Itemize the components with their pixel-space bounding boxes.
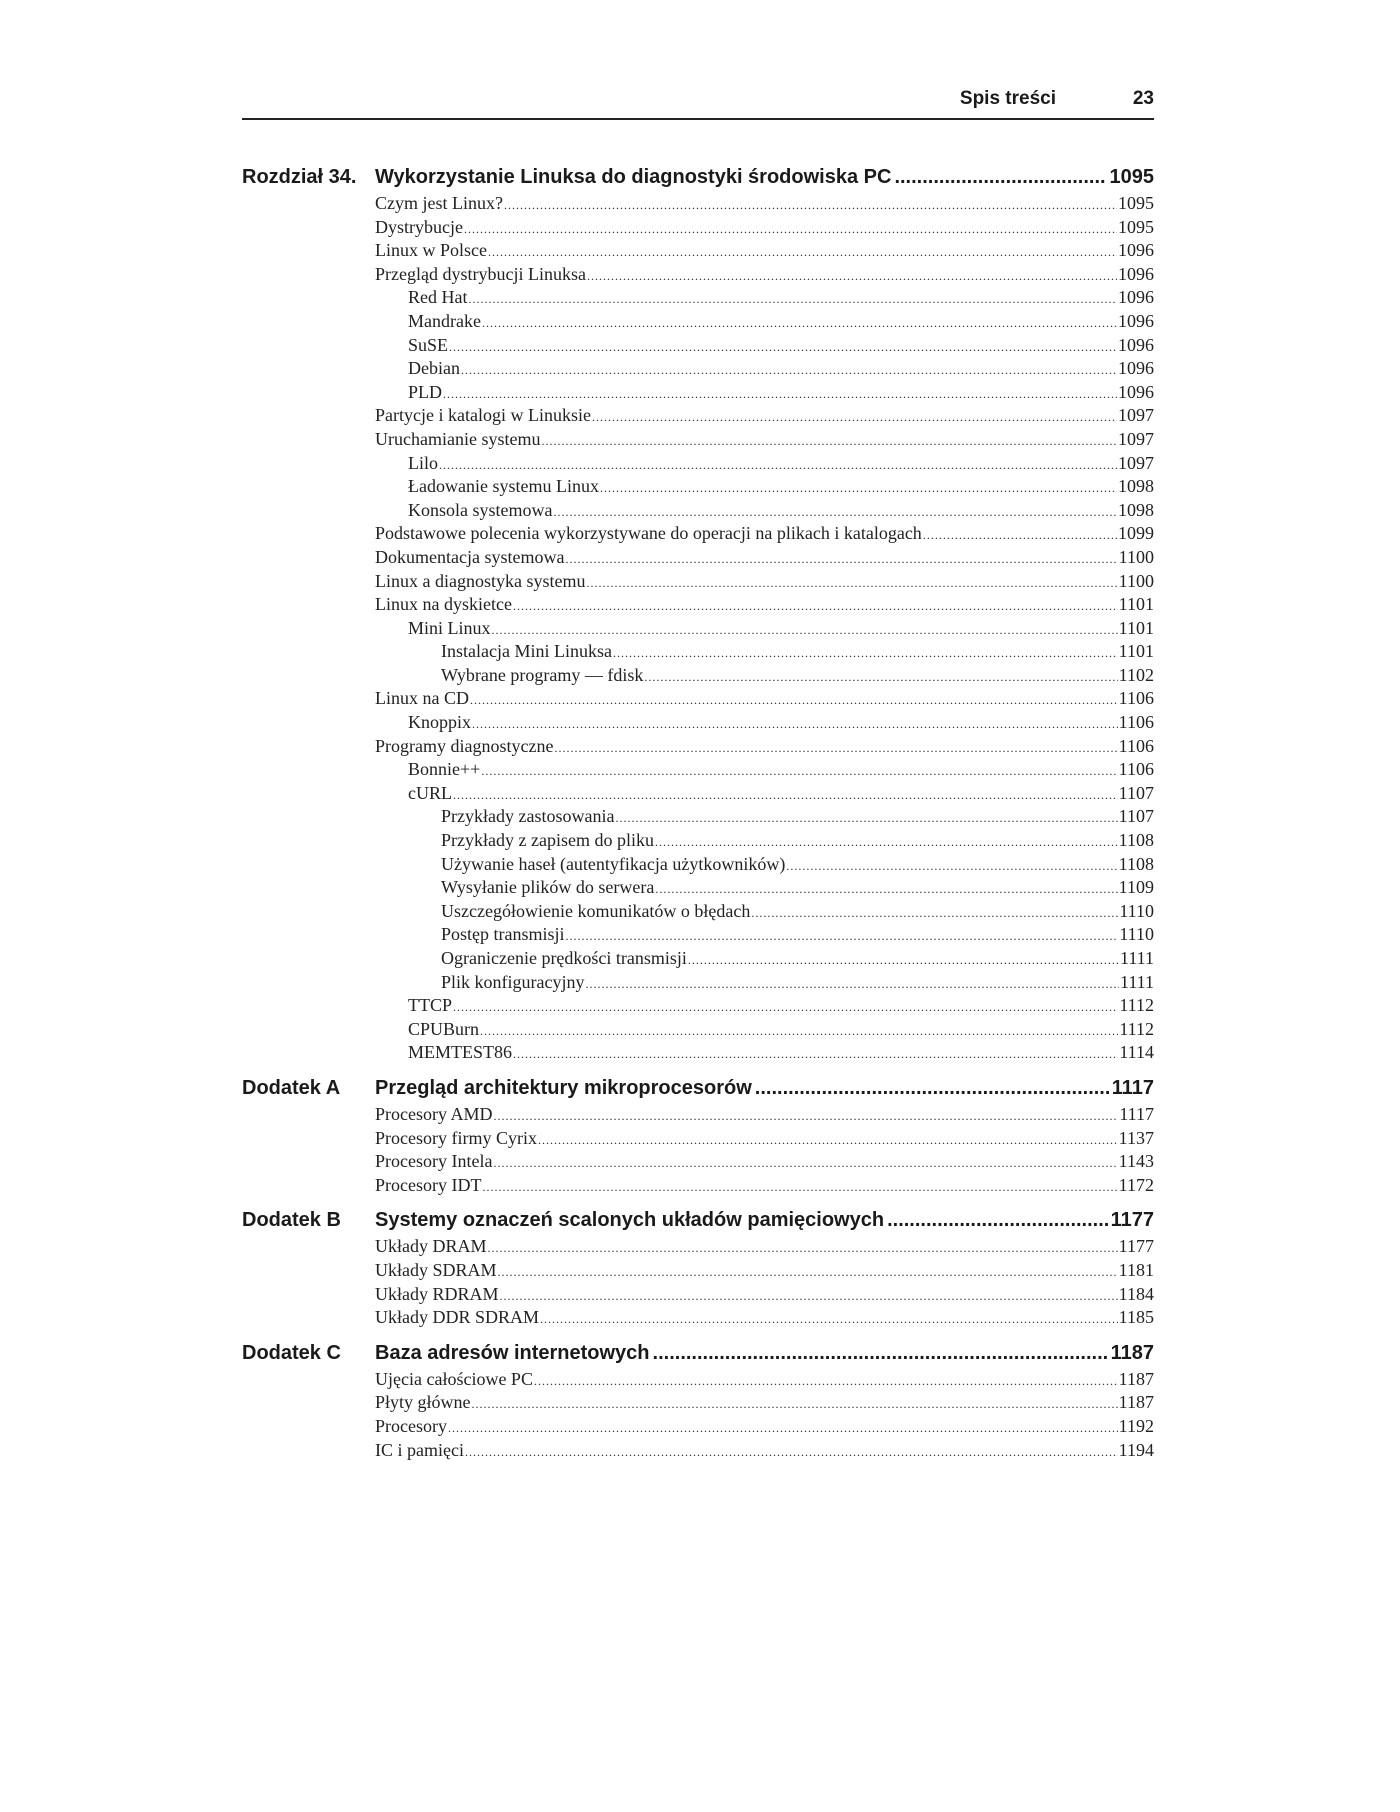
entry-page-number: 1096 bbox=[1118, 263, 1154, 284]
dot-leader bbox=[443, 383, 1117, 407]
entry-page-number: 1185 bbox=[1118, 1307, 1154, 1328]
toc-entry[interactable] bbox=[375, 923, 1154, 947]
entry-title: Układy SDRAM bbox=[375, 1259, 497, 1280]
toc-entry[interactable] bbox=[375, 475, 1154, 499]
toc-entry[interactable] bbox=[375, 758, 1154, 782]
section-page-number: 1095 bbox=[1109, 166, 1154, 188]
toc-section bbox=[242, 1073, 1154, 1197]
entry-page-number: 1106 bbox=[1118, 759, 1154, 780]
entry-list bbox=[375, 192, 1154, 1065]
entry-title: Procesory IDT bbox=[375, 1174, 482, 1195]
dot-leader bbox=[553, 501, 1117, 525]
toc-entry[interactable] bbox=[375, 452, 1154, 476]
entry-title: Czym jest Linux? bbox=[375, 193, 503, 213]
toc-entry[interactable] bbox=[375, 1283, 1154, 1307]
entry-title: Red Hat bbox=[408, 287, 468, 308]
section-heading[interactable] bbox=[242, 162, 1154, 192]
section-title: Systemy oznaczeń scalonych układów pamięciowych bbox=[375, 1209, 885, 1232]
entry-page-number: 1101 bbox=[1118, 617, 1154, 638]
dot-leader bbox=[751, 902, 1118, 926]
toc-entry[interactable] bbox=[375, 404, 1154, 428]
section-title: Wykorzystanie Linuksa do diagnostyki środowiska PC bbox=[375, 166, 892, 188]
dot-leader bbox=[786, 855, 1117, 879]
toc-entry[interactable] bbox=[375, 1235, 1154, 1259]
entry-page-number: 1108 bbox=[1118, 853, 1154, 874]
entry-page-number: 1108 bbox=[1118, 830, 1154, 851]
dot-leader bbox=[493, 1152, 1117, 1176]
entry-page-number: 1109 bbox=[1118, 877, 1154, 898]
entry-page-number: 1095 bbox=[1118, 193, 1154, 213]
entry-page-number: 1172 bbox=[1118, 1174, 1154, 1195]
dot-leader bbox=[494, 1105, 1119, 1129]
entry-page-number: 1114 bbox=[1119, 1042, 1154, 1063]
entry-title: Ujęcia całościowe PC bbox=[375, 1368, 533, 1389]
dot-leader bbox=[468, 288, 1117, 312]
entry-title: Układy RDRAM bbox=[375, 1283, 499, 1304]
toc-entry[interactable] bbox=[375, 829, 1154, 853]
toc-entry[interactable] bbox=[375, 782, 1154, 806]
entry-title: Programy diagnostyczne bbox=[375, 735, 554, 756]
dot-leader bbox=[755, 1073, 1109, 1103]
entry-title: Procesory firmy Cyrix bbox=[375, 1127, 537, 1148]
dot-leader bbox=[923, 524, 1117, 548]
entry-page-number: 1184 bbox=[1118, 1283, 1154, 1304]
dot-leader bbox=[488, 241, 1117, 265]
entry-title: IC i pamięci bbox=[375, 1439, 464, 1460]
toc-section bbox=[242, 1205, 1154, 1329]
dot-leader bbox=[894, 162, 1106, 192]
toc-entry[interactable] bbox=[375, 617, 1154, 641]
entry-title: Knoppix bbox=[408, 712, 471, 733]
entry-page-number: 1181 bbox=[1118, 1259, 1154, 1280]
entry-page-number: 1117 bbox=[1119, 1103, 1154, 1124]
section-title-row bbox=[375, 1338, 1154, 1368]
dot-leader bbox=[513, 1043, 1118, 1067]
entry-page-number: 1097 bbox=[1118, 452, 1154, 473]
toc-entry[interactable] bbox=[375, 334, 1154, 358]
entry-page-number: 1143 bbox=[1118, 1151, 1154, 1172]
entry-title: Ładowanie systemu Linux bbox=[408, 476, 599, 497]
toc-entry[interactable] bbox=[375, 664, 1154, 688]
dot-leader bbox=[481, 760, 1117, 784]
dot-leader bbox=[492, 619, 1118, 643]
dot-leader bbox=[615, 807, 1117, 831]
dot-leader bbox=[498, 1261, 1118, 1285]
toc-entry[interactable] bbox=[375, 1127, 1154, 1151]
dot-leader bbox=[464, 218, 1117, 242]
entry-page-number: 1177 bbox=[1118, 1236, 1154, 1257]
toc-entry[interactable] bbox=[375, 947, 1154, 971]
section-title-row bbox=[375, 1205, 1154, 1235]
entry-page-number: 1100 bbox=[1118, 546, 1154, 567]
entry-title: Procesory AMD bbox=[375, 1103, 493, 1124]
entry-page-number: 1096 bbox=[1118, 334, 1154, 355]
section-title: Przegląd architektury mikroprocesorów bbox=[375, 1076, 752, 1099]
entry-page-number: 1095 bbox=[1118, 216, 1154, 237]
entry-title: TTCP bbox=[408, 995, 453, 1016]
entry-page-number: 1107 bbox=[1118, 806, 1154, 827]
entry-page-number: 1096 bbox=[1118, 358, 1154, 379]
toc-entry[interactable] bbox=[375, 1174, 1154, 1198]
entry-page-number: 1111 bbox=[1120, 948, 1154, 968]
dot-leader bbox=[470, 689, 1118, 713]
toc-entry[interactable] bbox=[375, 499, 1154, 523]
entry-page-number: 1106 bbox=[1118, 712, 1154, 733]
dot-leader bbox=[566, 925, 1119, 949]
toc-entry[interactable] bbox=[375, 428, 1154, 452]
toc-entry[interactable] bbox=[375, 263, 1154, 287]
dot-leader bbox=[482, 1176, 1117, 1200]
section-label: Dodatek C bbox=[242, 1341, 341, 1364]
dot-leader bbox=[449, 336, 1117, 360]
entry-page-number: 1110 bbox=[1119, 924, 1154, 945]
dot-leader bbox=[465, 1441, 1118, 1465]
entry-title: Debian bbox=[408, 358, 460, 379]
toc-entry[interactable] bbox=[375, 286, 1154, 310]
entry-page-number: 1096 bbox=[1118, 240, 1154, 261]
toc-entry[interactable] bbox=[375, 711, 1154, 735]
entry-title: PLD bbox=[408, 381, 443, 402]
dot-leader bbox=[482, 312, 1117, 336]
dot-leader bbox=[488, 1237, 1118, 1261]
entry-title: Używanie haseł (autentyfikacja użytkowników) bbox=[441, 853, 786, 874]
entry-title: MEMTEST86 bbox=[408, 1042, 513, 1063]
entry-title: Partycje i katalogi w Linuksie bbox=[375, 405, 591, 426]
entry-page-number: 1098 bbox=[1118, 476, 1154, 497]
entry-title: Linux na CD bbox=[375, 688, 469, 709]
toc-entry[interactable] bbox=[375, 971, 1154, 995]
dot-leader bbox=[472, 1393, 1118, 1417]
toc-entry[interactable] bbox=[375, 1391, 1154, 1415]
toc-entry[interactable] bbox=[375, 687, 1154, 711]
entry-title: Uruchamianie systemu bbox=[375, 428, 541, 449]
toc-entry[interactable] bbox=[375, 994, 1154, 1018]
entry-title: Dokumentacja systemowa bbox=[375, 546, 565, 567]
toc-entry[interactable] bbox=[375, 640, 1154, 664]
toc-section bbox=[242, 162, 1154, 1065]
dot-leader bbox=[653, 1338, 1108, 1368]
entry-page-number: 1187 bbox=[1118, 1368, 1154, 1389]
dot-leader bbox=[586, 572, 1117, 596]
entry-title: Linux a diagnostyka systemu bbox=[375, 570, 586, 591]
section-label: Dodatek B bbox=[242, 1209, 341, 1232]
toc-entry[interactable] bbox=[375, 900, 1154, 924]
dot-leader bbox=[554, 737, 1117, 761]
entry-page-number: 1096 bbox=[1118, 287, 1154, 308]
entry-page-number: 1100 bbox=[1118, 570, 1154, 591]
running-header bbox=[242, 88, 1154, 120]
section-label: Rozdział 34. bbox=[242, 166, 357, 188]
entry-title: Procesory Intela bbox=[375, 1151, 493, 1172]
toc-entry[interactable] bbox=[375, 381, 1154, 405]
dot-leader bbox=[887, 1205, 1108, 1235]
entry-page-number: 1192 bbox=[1118, 1415, 1154, 1436]
dot-leader bbox=[461, 359, 1117, 383]
header-title: Spis treści bbox=[959, 88, 1056, 109]
entry-list bbox=[375, 1103, 1154, 1197]
toc-entry[interactable] bbox=[375, 1368, 1154, 1392]
entry-title: CPUBurn bbox=[408, 1018, 480, 1039]
section-page-number: 1117 bbox=[1111, 1076, 1154, 1099]
entry-page-number: 1107 bbox=[1118, 782, 1154, 803]
entry-title: Postęp transmisji bbox=[441, 924, 565, 945]
dot-leader bbox=[534, 1370, 1118, 1394]
entry-title: Mandrake bbox=[408, 310, 481, 331]
entry-title: cURL bbox=[408, 782, 452, 803]
entry-page-number: 1098 bbox=[1118, 499, 1154, 520]
toc-entry[interactable] bbox=[375, 1439, 1154, 1463]
dot-leader bbox=[688, 949, 1119, 973]
toc-entry[interactable] bbox=[375, 1041, 1154, 1065]
entry-page-number: 1187 bbox=[1118, 1392, 1154, 1413]
toc-entry[interactable] bbox=[375, 546, 1154, 570]
dot-leader bbox=[453, 784, 1118, 808]
toc-entry[interactable] bbox=[375, 357, 1154, 381]
entry-page-number: 1106 bbox=[1118, 688, 1154, 709]
dot-leader bbox=[587, 265, 1117, 289]
dot-leader bbox=[504, 194, 1117, 218]
section-heading[interactable] bbox=[242, 1205, 1154, 1235]
entry-title: Ograniczenie prędkości transmisji bbox=[441, 948, 687, 968]
entry-page-number: 1106 bbox=[1118, 735, 1154, 756]
toc-entry[interactable] bbox=[375, 570, 1154, 594]
entry-page-number: 1096 bbox=[1118, 310, 1154, 331]
toc-section bbox=[242, 1338, 1154, 1462]
entry-title: Dystrybucje bbox=[375, 216, 463, 237]
dot-leader bbox=[453, 996, 1118, 1020]
section-title-row bbox=[375, 162, 1154, 192]
entry-title: Lilo bbox=[408, 452, 438, 473]
entry-title: Wybrane programy — fdisk bbox=[441, 664, 644, 685]
dot-leader bbox=[613, 642, 1118, 666]
entry-title: Przykłady zastosowania bbox=[441, 806, 615, 827]
entry-title: Mini Linux bbox=[408, 617, 491, 638]
section-heading[interactable] bbox=[242, 1338, 1154, 1368]
dot-leader bbox=[565, 548, 1117, 572]
toc-entry[interactable] bbox=[375, 1103, 1154, 1127]
toc-entry[interactable] bbox=[375, 192, 1154, 216]
section-heading[interactable] bbox=[242, 1073, 1154, 1103]
dot-leader bbox=[513, 595, 1118, 619]
toc-entry[interactable] bbox=[375, 1306, 1154, 1330]
toc-entry[interactable] bbox=[375, 805, 1154, 829]
entry-title: Plik konfiguracyjny bbox=[441, 971, 585, 992]
section-page-number: 1187 bbox=[1110, 1341, 1154, 1364]
entry-page-number: 1096 bbox=[1118, 381, 1154, 402]
entry-title: Wysyłanie plików do serwera bbox=[441, 877, 655, 898]
toc-entry[interactable] bbox=[375, 1150, 1154, 1174]
dot-leader bbox=[600, 477, 1117, 501]
entry-page-number: 1097 bbox=[1118, 428, 1154, 449]
entry-page-number: 1112 bbox=[1119, 1018, 1154, 1039]
toc-entry[interactable] bbox=[375, 735, 1154, 759]
dot-leader bbox=[480, 1020, 1118, 1044]
entry-title: Przykłady z zapisem do pliku bbox=[441, 830, 654, 851]
toc-entry[interactable] bbox=[375, 216, 1154, 240]
toc-entry[interactable] bbox=[375, 593, 1154, 617]
entry-page-number: 1112 bbox=[1119, 995, 1154, 1016]
dot-leader bbox=[655, 831, 1118, 855]
toc-entry[interactable] bbox=[375, 1259, 1154, 1283]
entry-title: Układy DDR SDRAM bbox=[375, 1307, 540, 1328]
entry-title: Linux na dyskietce bbox=[375, 594, 512, 615]
entry-title: Linux w Polsce bbox=[375, 240, 487, 261]
toc-entry[interactable] bbox=[375, 522, 1154, 546]
entry-list bbox=[375, 1235, 1154, 1329]
entry-page-number: 1194 bbox=[1118, 1439, 1154, 1460]
dot-leader bbox=[585, 973, 1119, 997]
toc-entry[interactable] bbox=[375, 876, 1154, 900]
section-page-number: 1177 bbox=[1110, 1209, 1154, 1232]
dot-leader bbox=[439, 454, 1117, 478]
entry-title: Przegląd dystrybucji Linuksa bbox=[375, 263, 586, 284]
dot-leader bbox=[448, 1417, 1118, 1441]
entry-page-number: 1101 bbox=[1118, 641, 1154, 662]
entry-list bbox=[375, 1368, 1154, 1462]
entry-title: Konsola systemowa bbox=[408, 499, 553, 520]
dot-leader bbox=[472, 713, 1118, 737]
entry-title: Płyty główne bbox=[375, 1392, 471, 1413]
toc-entry[interactable] bbox=[375, 853, 1154, 877]
entry-page-number: 1137 bbox=[1118, 1127, 1154, 1148]
entry-title: Podstawowe polecenia wykorzystywane do operacji na plikach i katalogach bbox=[375, 523, 922, 544]
dot-leader bbox=[655, 878, 1117, 902]
section-title: Baza adresów internetowych bbox=[375, 1341, 650, 1364]
entry-title: SuSE bbox=[408, 334, 449, 355]
dot-leader bbox=[538, 1129, 1118, 1153]
toc-entry[interactable] bbox=[375, 1415, 1154, 1439]
toc-entry[interactable] bbox=[375, 310, 1154, 334]
toc-entry[interactable] bbox=[375, 239, 1154, 263]
dot-leader bbox=[540, 1308, 1118, 1332]
entry-page-number: 1102 bbox=[1118, 664, 1154, 685]
section-title-row bbox=[375, 1073, 1154, 1103]
dot-leader bbox=[541, 430, 1117, 454]
entry-title: Uszczegółowienie komunikatów o błędach bbox=[441, 900, 751, 921]
entry-page-number: 1099 bbox=[1118, 523, 1154, 544]
dot-leader bbox=[500, 1285, 1118, 1309]
entry-title: Procesory bbox=[375, 1415, 447, 1436]
section-label: Dodatek A bbox=[242, 1076, 341, 1099]
dot-leader bbox=[592, 406, 1117, 430]
entry-page-number: 1110 bbox=[1119, 900, 1154, 921]
table-of-contents bbox=[242, 162, 1154, 1462]
entry-title: Bonnie++ bbox=[408, 759, 481, 780]
toc-entry[interactable] bbox=[375, 1018, 1154, 1042]
entry-title: Układy DRAM bbox=[375, 1236, 487, 1257]
entry-page-number: 1111 bbox=[1120, 971, 1154, 992]
entry-title: Instalacja Mini Linuksa bbox=[441, 641, 612, 662]
entry-page-number: 1097 bbox=[1118, 405, 1154, 426]
dot-leader bbox=[644, 666, 1117, 690]
header-page-number: 23 bbox=[1132, 88, 1154, 109]
entry-page-number: 1101 bbox=[1118, 594, 1154, 615]
